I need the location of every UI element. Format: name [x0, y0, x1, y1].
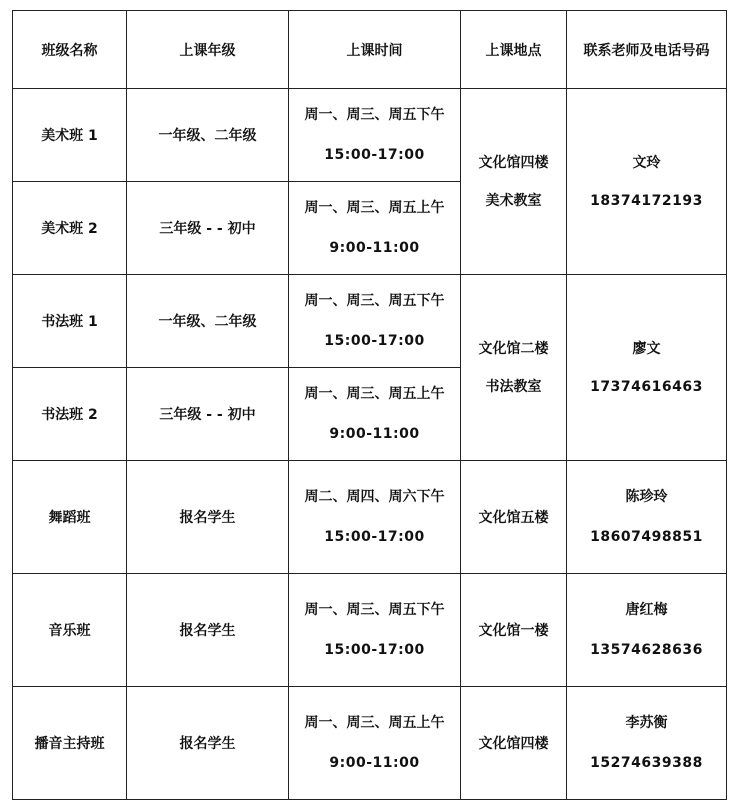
- days-text: 周二、周四、周六下午: [304, 489, 445, 505]
- grade-cell: 报名学生: [127, 461, 289, 574]
- time-cell: [289, 574, 461, 687]
- teacher-phone: 18607498851: [590, 529, 703, 545]
- teacher-name: 廖文: [632, 340, 661, 357]
- days-text: 周一、周三、周五上午: [304, 715, 445, 731]
- time-cell: [289, 89, 461, 182]
- teacher-phone: 13574628636: [590, 642, 703, 658]
- teacher-phone: 15274639388: [590, 755, 703, 771]
- hours-text: 15:00-17:00: [324, 642, 425, 658]
- class-name-cell: 音乐班: [13, 574, 127, 687]
- header-time: 上课时间: [289, 11, 461, 89]
- table-row: [13, 89, 727, 182]
- hours-text: 9:00-11:00: [329, 240, 420, 256]
- grade-cell: 报名学生: [127, 574, 289, 687]
- hours-text: 9:00-11:00: [329, 755, 420, 771]
- time-cell: [289, 275, 461, 368]
- class-schedule-table: [12, 10, 727, 800]
- header-class-name: 班级名称: [13, 11, 127, 89]
- location-cell: 文化馆四楼: [461, 687, 567, 800]
- location-cell: [461, 275, 567, 461]
- grade-cell: 一年级、二年级: [127, 89, 289, 182]
- table-header-row: [13, 11, 727, 89]
- table-row: [13, 687, 727, 800]
- contact-cell: [567, 574, 727, 687]
- header-grade: 上课年级: [127, 11, 289, 89]
- grade-cell: 一年级、二年级: [127, 275, 289, 368]
- contact-cell: [567, 275, 727, 461]
- teacher-phone: 18374172193: [590, 192, 703, 209]
- days-text: 周一、周三、周五下午: [304, 107, 445, 123]
- hours-text: 15:00-17:00: [324, 333, 425, 349]
- location-line2: 书法教室: [485, 378, 542, 395]
- location-line1: 文化馆二楼: [478, 340, 549, 357]
- hours-text: 15:00-17:00: [324, 147, 425, 163]
- header-contact: 联系老师及电话号码: [567, 11, 727, 89]
- teacher-name: 陈珍玲: [625, 489, 668, 505]
- location-line2: 美术教室: [485, 192, 542, 209]
- teacher-name: 李苏衡: [625, 715, 668, 731]
- class-name-cell: 美术班 1: [13, 89, 127, 182]
- class-name-cell: 播音主持班: [13, 687, 127, 800]
- time-cell: [289, 461, 461, 574]
- teacher-name: 文玲: [632, 154, 661, 171]
- table-row: [13, 275, 727, 368]
- time-cell: [289, 687, 461, 800]
- time-cell: [289, 368, 461, 461]
- days-text: 周一、周三、周五上午: [304, 200, 445, 216]
- class-name-cell: 美术班 2: [13, 182, 127, 275]
- teacher-name: 唐红梅: [625, 602, 668, 618]
- grade-cell: 报名学生: [127, 687, 289, 800]
- grade-cell: 三年级 - - 初中: [127, 182, 289, 275]
- hours-text: 9:00-11:00: [329, 426, 420, 442]
- location-cell: 文化馆一楼: [461, 574, 567, 687]
- time-cell: [289, 182, 461, 275]
- hours-text: 15:00-17:00: [324, 529, 425, 545]
- table-row: [13, 461, 727, 574]
- contact-cell: [567, 89, 727, 275]
- table-row: [13, 574, 727, 687]
- days-text: 周一、周三、周五下午: [304, 293, 445, 309]
- days-text: 周一、周三、周五下午: [304, 602, 445, 618]
- class-name-cell: 书法班 2: [13, 368, 127, 461]
- teacher-phone: 17374616463: [590, 378, 703, 395]
- class-name-cell: 书法班 1: [13, 275, 127, 368]
- grade-cell: 三年级 - - 初中: [127, 368, 289, 461]
- contact-cell: [567, 461, 727, 574]
- header-location: 上课地点: [461, 11, 567, 89]
- location-cell: 文化馆五楼: [461, 461, 567, 574]
- class-name-cell: 舞蹈班: [13, 461, 127, 574]
- location-cell: [461, 89, 567, 275]
- location-line1: 文化馆四楼: [478, 154, 549, 171]
- contact-cell: [567, 687, 727, 800]
- days-text: 周一、周三、周五上午: [304, 386, 445, 402]
